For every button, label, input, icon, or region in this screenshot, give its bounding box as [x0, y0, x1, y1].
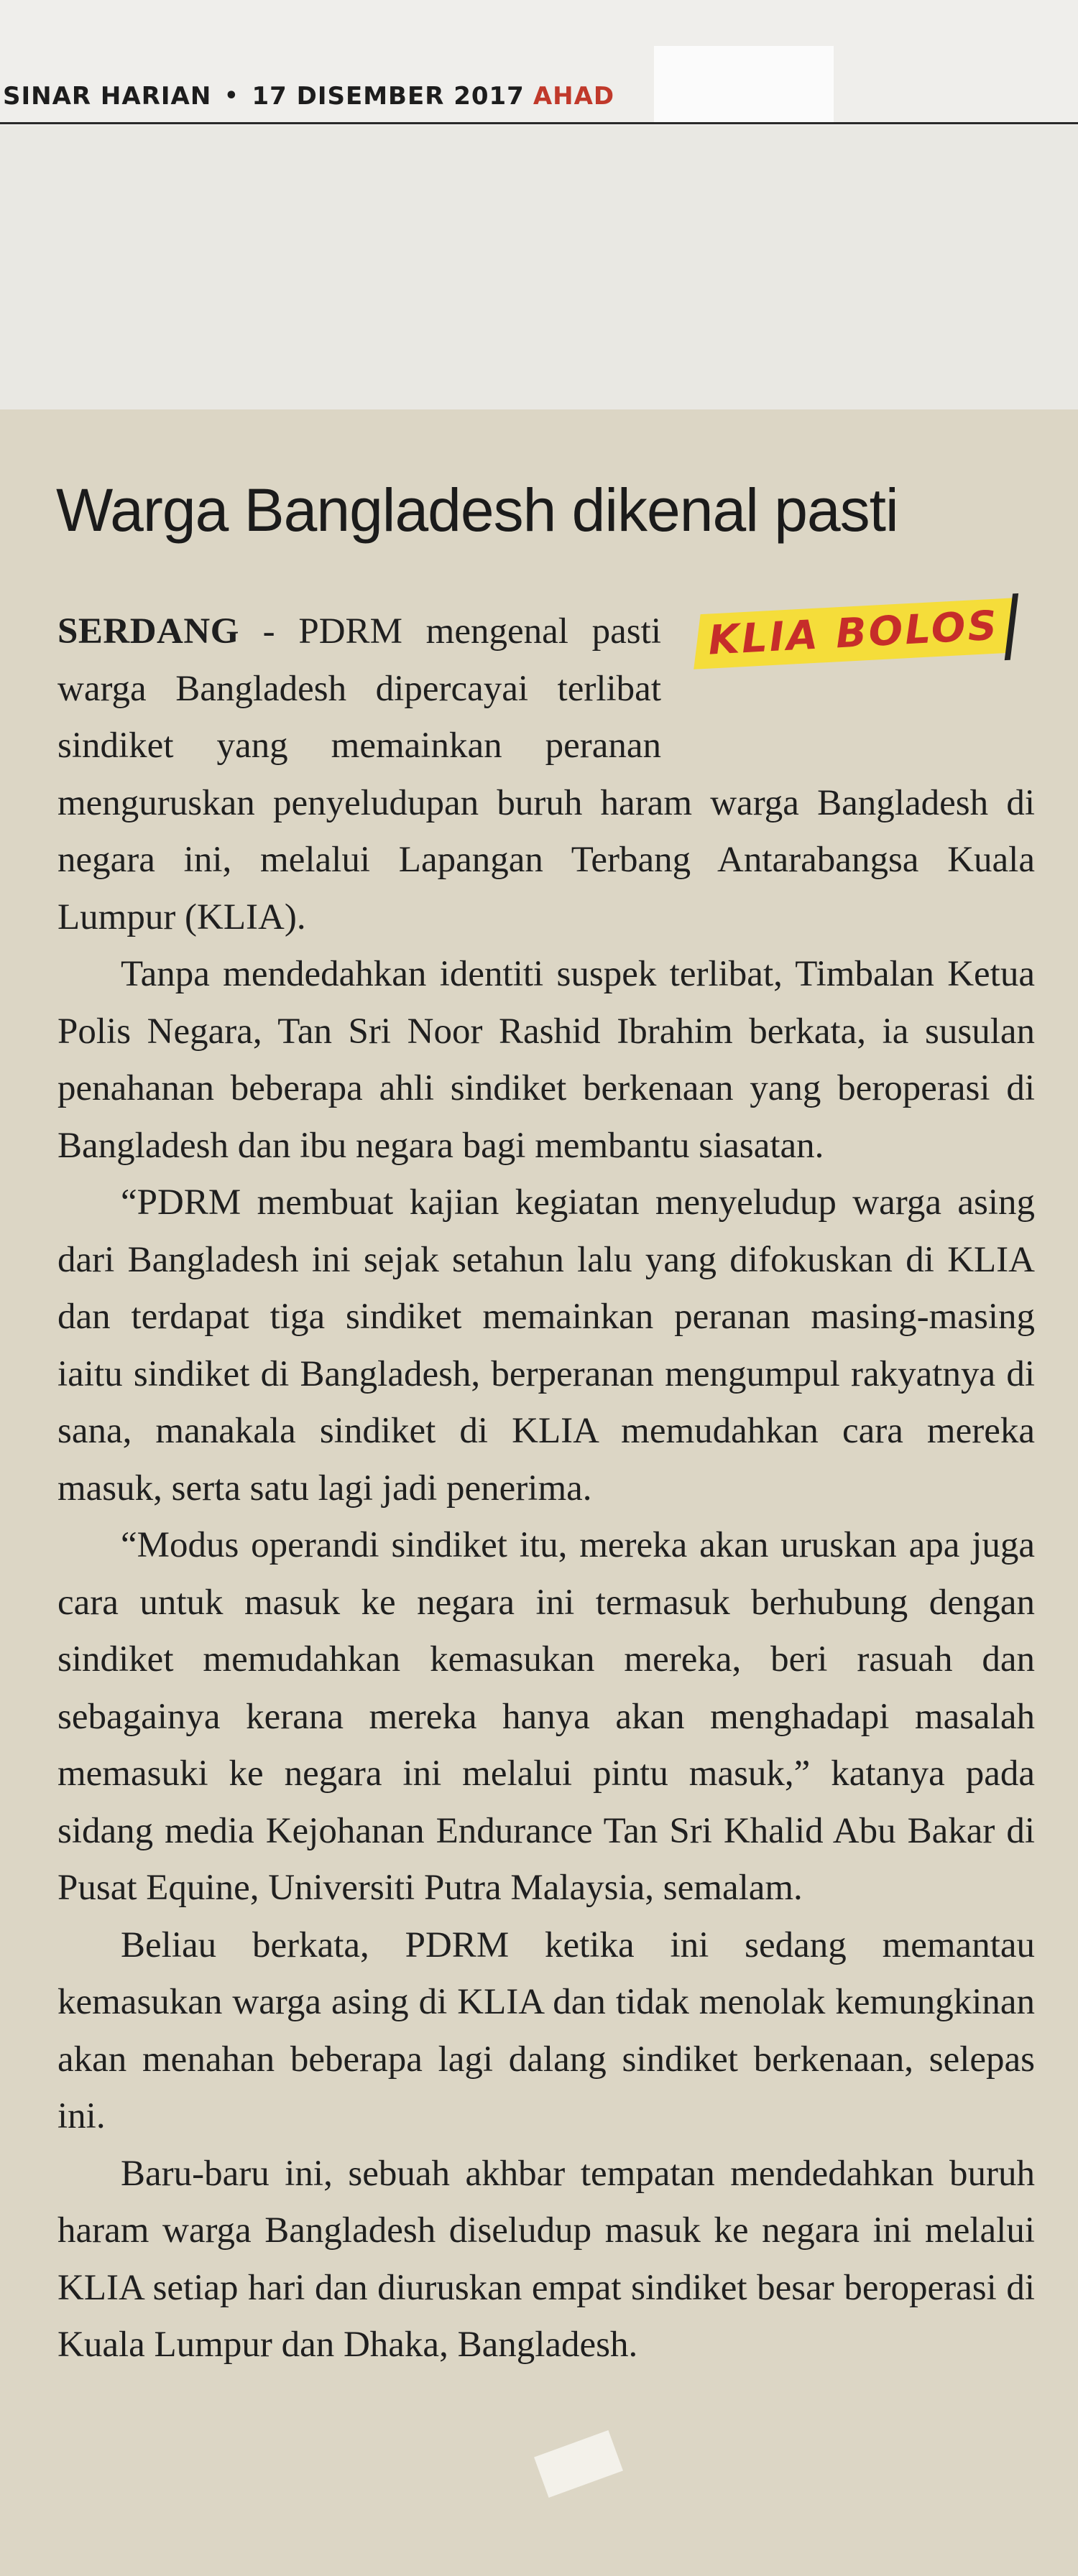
lead-text: - PDRM mengenal pasti warga Bangladesh dipercayai terlibat sindiket yang memainkan peranan menguruskan penyeludupan buruh haram warga Bangladesh di negara ini, melalui Lapangan Terbang Antarabangsa Kuala Lumpur (KLIA).	[57, 611, 1035, 937]
publication-date: 17 DISEMBER 2017	[252, 81, 525, 111]
article-paragraph: “PDRM membuat kajian kegiatan menyeludup warga asing dari Bangladesh ini sejak setahun lalu yang difokuskan di KLIA dan terdapat tiga sindiket memainkan peranan masing-masing iaitu sindiket di Bangladesh, berperanan mengumpul rakyatnya di sana, manakala sindiket di KLIA memudahkan cara mereka masuk, serta satu lagi jadi penerima.	[57, 1182, 1035, 1509]
newspaper-name: SINAR HARIAN	[3, 81, 212, 111]
article-paragraph: Tanpa mendedahkan identiti suspek terlibat, Timbalan Ketua Polis Negara, Tan Sri Noor Rashid Ibrahim berkata, ia susulan penahanan beberapa ahli sindiket berkenaan yang beroperasi di Bangladesh dan ibu negara bagi membantu siasatan.	[57, 954, 1035, 1166]
publication-day: AHAD	[533, 81, 615, 111]
dateline: SERDANG	[57, 611, 239, 652]
badge-label: KLIA BOLOS	[706, 602, 1000, 664]
badge-spacer	[661, 603, 1035, 769]
article-paragraph: Beliau berkata, PDRM ketika ini sedang memantau kemasukan warga asing di KLIA dan tidak menolak kemungkinan akan menahan beberapa lagi dalang sindiket berkenaan, selepas ini.	[57, 1924, 1035, 2136]
masthead-rule	[0, 122, 1078, 124]
article-headline: Warga Bangladesh dikenal pasti	[56, 476, 898, 544]
article-paragraph: Baru-baru ini, sebuah akhbar tempatan mendedahkan buruh haram warga Bangladesh diseludup masuk ke negara ini melalui KLIA setiap hari dan diuruskan empat sindiket besar beroperasi di Kuala Lumpur dan Dhaka, Bangladesh.	[57, 2153, 1035, 2365]
article-body	[57, 603, 1035, 2374]
bullet-separator: •	[224, 83, 239, 108]
masthead	[0, 80, 1078, 115]
article-paragraph: “Modus operandi sindiket itu, mereka akan uruskan apa juga cara untuk masuk ke negara ini termasuk berhubung dengan sindiket memudahkan kemasukan mereka, beri rasuah dan sebagainya kerana mereka hanya akan menghadapi masalah memasuki ke negara ini melalui pintu masuk,” katanya pada sidang media Kejohanan Endurance Tan Sri Khalid Abu Bakar di Pusat Equine, Universiti Putra Malaysia, semalam.	[57, 1525, 1035, 1908]
